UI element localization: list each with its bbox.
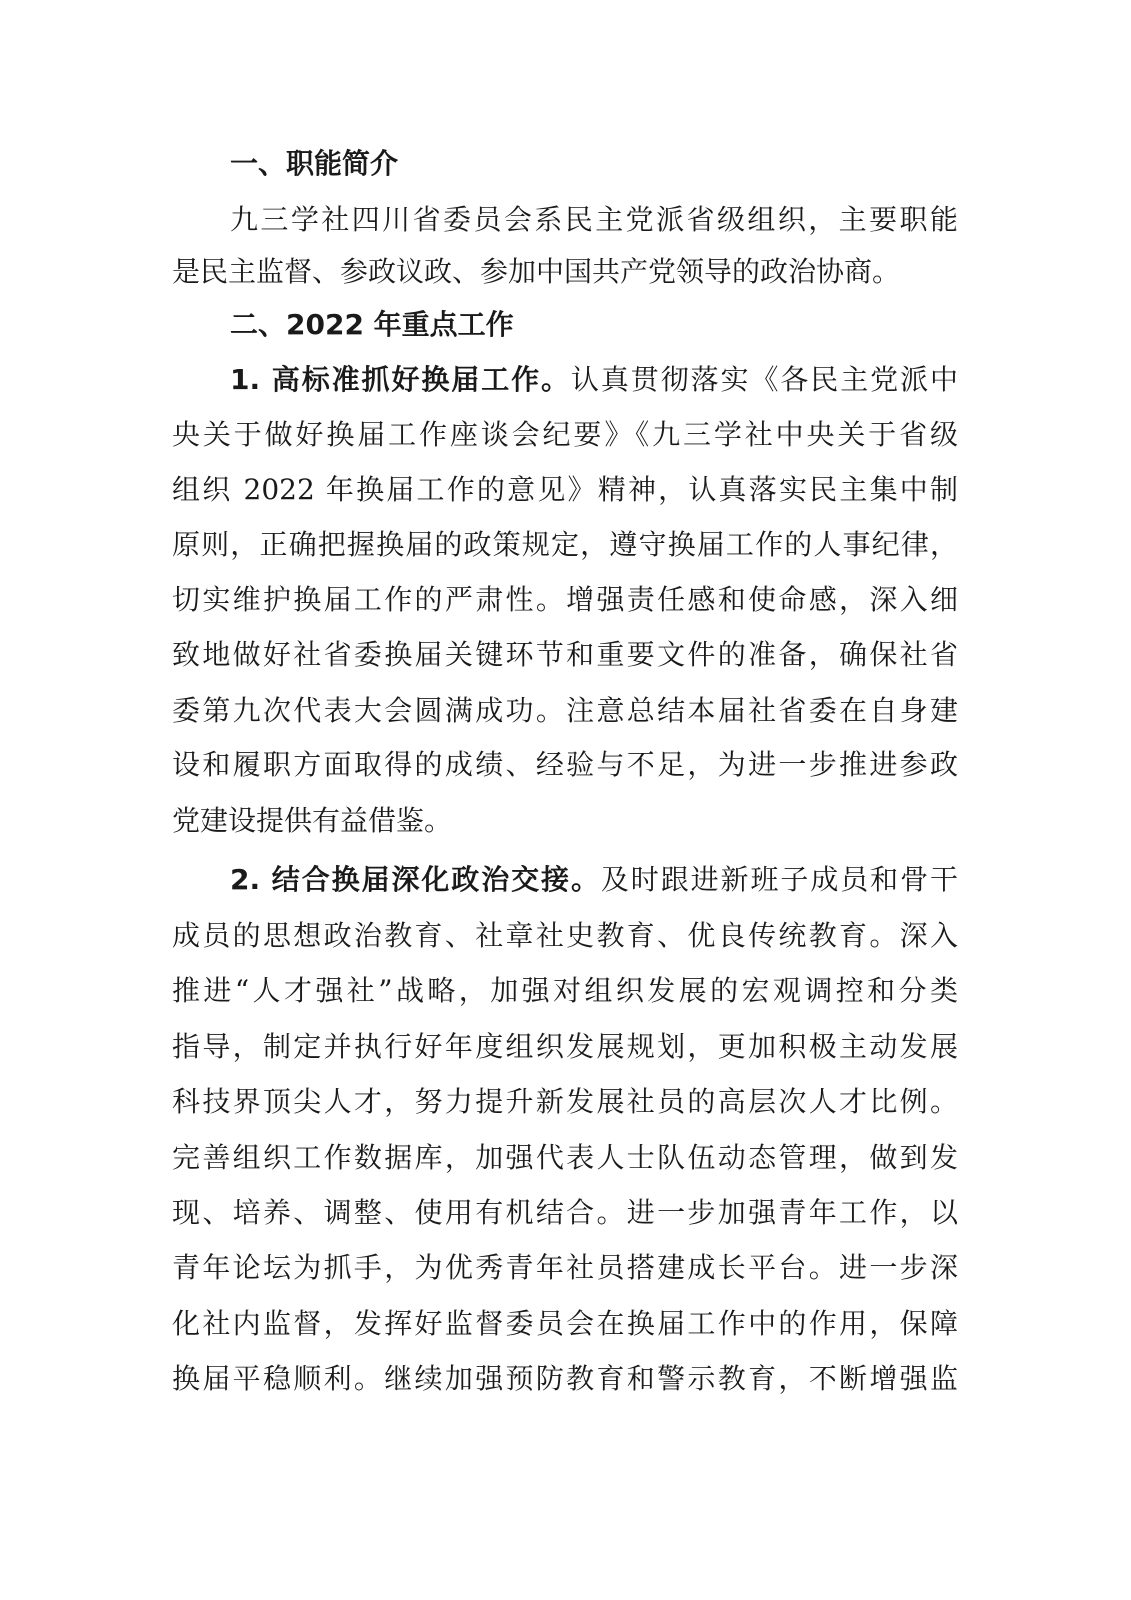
- paragraph-line: 九三学社四川省委员会系民主党派省级组织，主要职能: [230, 203, 958, 236]
- paragraph-line: 原则，正确把握换届的政策规定，遵守换届工作的人事纪律，: [172, 528, 958, 561]
- item-first-line-rest: 及时跟进新班子成员和骨干: [600, 863, 958, 896]
- paragraph-line: 青年论坛为抓手，为优秀青年社员搭建成长平台。进一步深: [172, 1251, 958, 1284]
- paragraph-line: 党建设提供有益借鉴。: [172, 804, 453, 837]
- paragraph-line: 完善组织工作数据库，加强代表人士队伍动态管理，做到发: [172, 1141, 958, 1174]
- paragraph-line: 致地做好社省委换届关键环节和重要文件的准备，确保社省: [172, 638, 958, 671]
- paragraph-line: 是民主监督、参政议政、参加中国共产党领导的政治协商。: [172, 255, 901, 288]
- item-first-line-rest: 认真贯彻落实《各民主党派中: [570, 363, 958, 396]
- paragraph-line: 化社内监督，发挥好监督委员会在换届工作中的作用，保障: [172, 1307, 958, 1340]
- item-lead: 2. 结合换届深化政治交接。: [230, 863, 601, 896]
- paragraph-line: 切实维护换届工作的严肃性。增强责任感和使命感，深入细: [172, 583, 958, 616]
- item-first-line: [230, 853, 958, 907]
- paragraph-line: 组织 2022 年换届工作的意见》精神，认真落实民主集中制: [172, 473, 958, 506]
- paragraph-line: 换届平稳顺利。继续加强预防教育和警示教育，不断增强监: [172, 1362, 958, 1395]
- paragraph-line: 央关于做好换届工作座谈会纪要》《九三学社中央关于省级: [172, 418, 958, 451]
- section-heading-key-work: 二、2022 年重点工作: [230, 308, 514, 341]
- paragraph-line: 现、培养、调整、使用有机结合。进一步加强青年工作，以: [172, 1196, 958, 1229]
- section-heading-functions: 一、职能简介: [230, 147, 399, 180]
- paragraph-line: 科技界顶尖人才，努力提升新发展社员的高层次人才比例。: [172, 1085, 958, 1118]
- paragraph-line: 委第九次代表大会圆满成功。注意总结本届社省委在自身建: [172, 694, 958, 727]
- item-first-line: [230, 353, 958, 407]
- paragraph-line: 指导，制定并执行好年度组织发展规划，更加积极主动发展: [172, 1030, 958, 1063]
- item-lead: 1. 高标准抓好换届工作。: [230, 363, 571, 396]
- paragraph-line: 成员的思想政治教育、社章社史教育、优良传统教育。深入: [172, 919, 958, 952]
- paragraph-line: 推进“人才强社”战略，加强对组织发展的宏观调控和分类: [172, 974, 958, 1007]
- paragraph-line: 设和履职方面取得的成绩、经验与不足，为进一步推进参政: [172, 748, 958, 781]
